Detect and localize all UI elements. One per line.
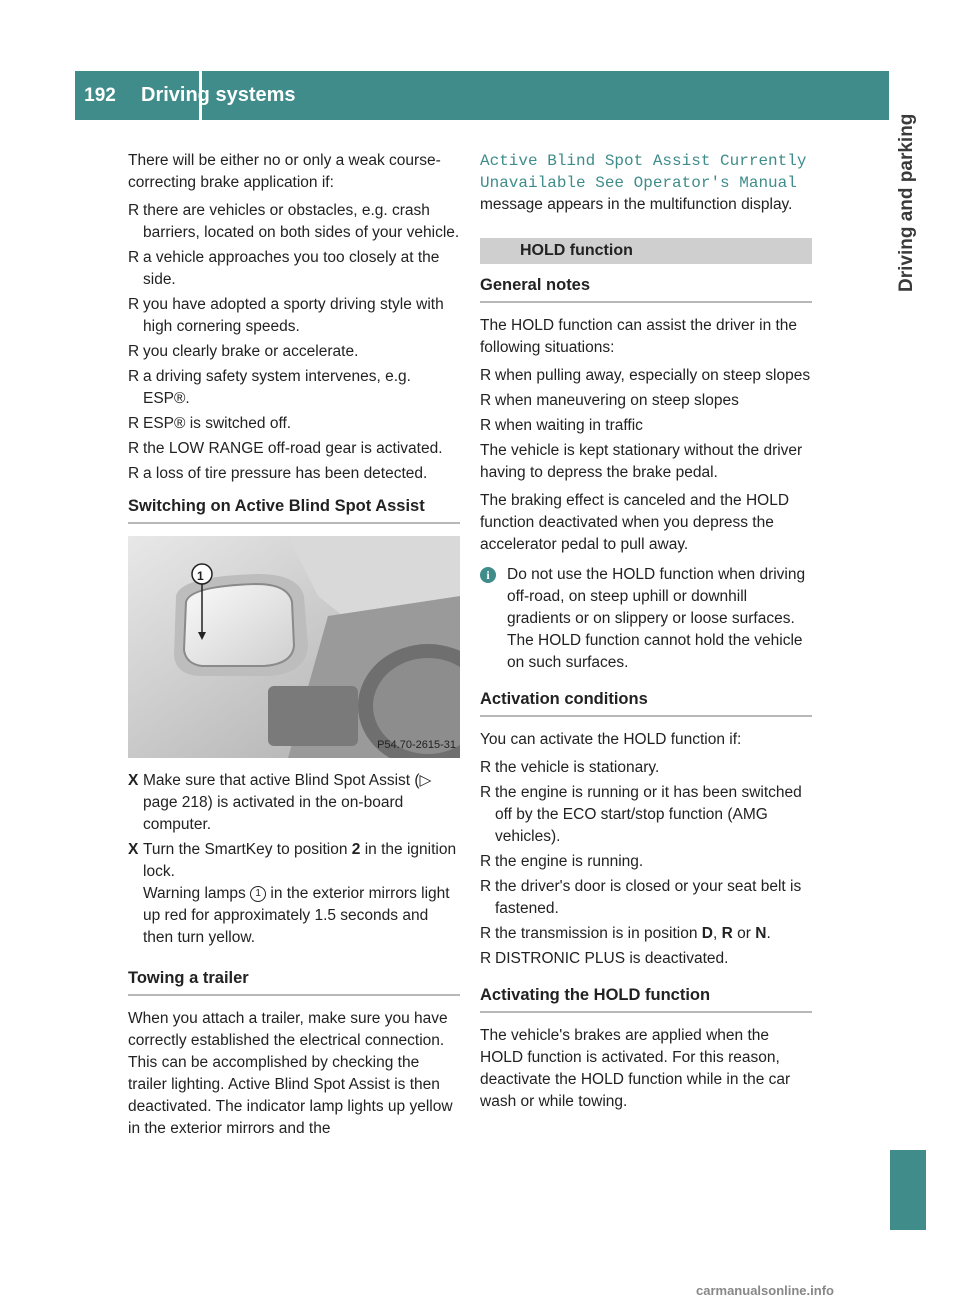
list-item: R DISTRONIC PLUS is deactivated. <box>480 950 729 967</box>
side-label <box>890 72 926 292</box>
list-item: R a driving safety system intervenes, e.g. ESP®. <box>128 368 411 407</box>
callout-number: 1 <box>197 569 204 583</box>
instruction-step: X Turn the SmartKey to position 2 in the ignition lock. Warning lamps 1 in the exterior mirrors light up red for approximately 1.5 seconds and then turn yellow. <box>128 841 457 946</box>
list-item: R there are vehicles or obstacles, e.g. crash barriers, located on both sides of your vehicle. <box>128 202 460 241</box>
display-message: Active Blind Spot Assist Currently Unavailable See Operator's Manual <box>480 152 807 192</box>
left-column <box>128 150 460 1146</box>
list-item: R you have adopted a sporty driving style with high cornering speeds. <box>128 296 444 335</box>
braking-text: The braking effect is canceled and the HOLD function deactivated when you depress the accelerator pedal to pull away. <box>480 492 790 553</box>
list-item: R when waiting in traffic <box>480 417 643 434</box>
towing-text: When you attach a trailer, make sure you have correctly established the electrical connection. This can be accomplished by checking the trailer lighting. Active Blind Spot Assist is then deactivated. The indicator lamp lights up yellow in the exterior mirrors and the <box>128 1010 453 1137</box>
display-tail: message appears in the multifunction display. <box>480 196 793 213</box>
info-icon: i <box>480 567 496 583</box>
side-label-text: Driving and parking <box>896 113 917 292</box>
list-item: R the vehicle is stationary. <box>480 759 660 776</box>
list-item: R the engine is running. <box>480 853 644 870</box>
instruction-step: X Make sure that active Blind Spot Assist (▷ page 218) is activated in the on-board computer. <box>128 772 432 833</box>
section-title: Driving systems <box>141 84 296 106</box>
activation-heading: Activation conditions <box>480 688 812 717</box>
activation-intro: You can activate the HOLD function if: <box>480 731 742 748</box>
list-item: R a vehicle approaches you too closely at the side. <box>128 249 440 288</box>
stationary-text: The vehicle is kept stationary without the driver having to depress the brake pedal. <box>480 442 803 481</box>
switching-heading: Switching on Active Blind Spot Assist <box>128 495 460 524</box>
right-column <box>480 150 812 1119</box>
watermark: carmanualsonline.info <box>696 1283 834 1298</box>
intro-text: There will be either no or only a weak course-correcting brake application if: <box>128 152 441 191</box>
general-notes-heading: General notes <box>480 274 812 303</box>
info-note: i Do not use the HOLD function when driving off-road, on steep uphill or downhill gradients or on slippery or loose surfaces. The HOLD function cannot hold the vehicle on such surfaces. <box>480 564 812 674</box>
callout-circle-icon: 1 <box>250 886 266 902</box>
list-item: R ESP® is switched off. <box>128 415 292 432</box>
list-item: R the transmission is in position D, R or N. <box>480 925 771 942</box>
mirror-photo <box>128 536 460 758</box>
list-item: R the LOW RANGE off-road gear is activated. <box>128 440 443 457</box>
side-tab-block <box>890 1150 926 1230</box>
mirror-illustration <box>128 536 460 758</box>
activating-text: The vehicle's brakes are applied when the HOLD function is activated. For this reason, deactivate the HOLD function while in the car wash or while towing. <box>480 1027 791 1110</box>
general-intro: The HOLD function can assist the driver in the following situations: <box>480 317 798 356</box>
list-item: R the driver's door is closed or your seat belt is fastened. <box>480 878 802 917</box>
list-item: R a loss of tire pressure has been detected. <box>128 465 428 482</box>
list-item: R the engine is running or it has been switched off by the ECO start/stop function (AMG vehicles). <box>480 784 802 845</box>
activating-heading: Activating the HOLD function <box>480 984 812 1013</box>
list-item: R you clearly brake or accelerate. <box>128 343 359 360</box>
page-number: 192 <box>84 85 116 106</box>
list-item: R when pulling away, especially on steep slopes <box>480 367 811 384</box>
list-item: R when maneuvering on steep slopes <box>480 392 739 409</box>
hold-function-bar: HOLD function <box>480 238 812 264</box>
towing-heading: Towing a trailer <box>128 967 460 996</box>
photo-caption: P54.70-2615-31 <box>377 739 456 751</box>
